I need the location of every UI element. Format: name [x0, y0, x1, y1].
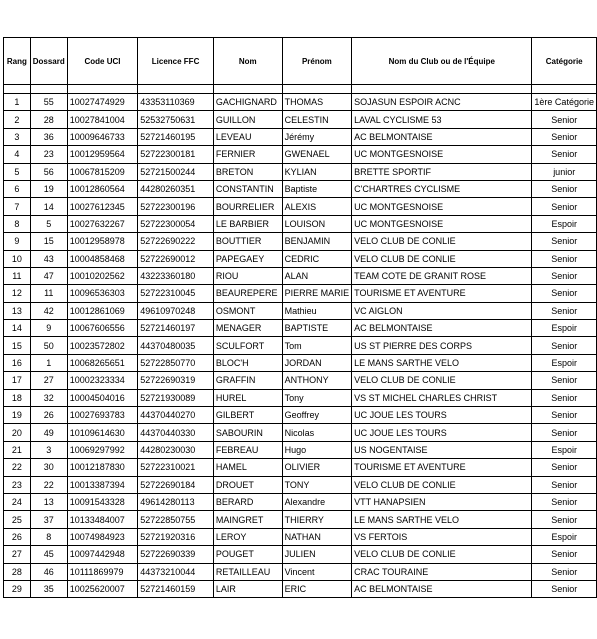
- results-table: [3, 37, 597, 598]
- spacer-row: [4, 85, 597, 94]
- header-nom: Nom: [213, 38, 282, 85]
- cell-nom: BOURRELIER: [213, 198, 282, 215]
- table-row: [4, 441, 597, 458]
- table-row: [4, 580, 597, 597]
- table-row: [4, 250, 597, 267]
- table-row: [4, 372, 597, 389]
- cell-licence-ffc: 49610970248: [138, 302, 214, 319]
- cell-licence-ffc: 52721500244: [138, 163, 214, 180]
- cell-rang: 24: [4, 493, 31, 510]
- cell-categorie: Espoir: [532, 528, 597, 545]
- cell-rang: 22: [4, 459, 31, 476]
- table-row: [4, 563, 597, 580]
- cell-prenom: Alexandre: [282, 493, 352, 510]
- table-row: [4, 546, 597, 563]
- header-code-uci: Code UCI: [67, 38, 137, 85]
- cell-licence-ffc: 52722850770: [138, 354, 214, 371]
- cell-club: UC JOUE LES TOURS: [352, 407, 532, 424]
- cell-code-uci: 10027693783: [67, 407, 137, 424]
- cell-dossard: 50: [30, 337, 67, 354]
- table-row: [4, 233, 597, 250]
- cell-dossard: 47: [30, 267, 67, 284]
- cell-code-uci: 10012958978: [67, 233, 137, 250]
- cell-rang: 8: [4, 215, 31, 232]
- cell-nom: PAPEGAEY: [213, 250, 282, 267]
- cell-club: AC BELMONTAISE: [352, 128, 532, 145]
- cell-prenom: Hugo: [282, 441, 352, 458]
- cell-rang: 29: [4, 580, 31, 597]
- cell-club: CRAC TOURAINE: [352, 563, 532, 580]
- cell-dossard: 49: [30, 424, 67, 441]
- cell-dossard: 27: [30, 372, 67, 389]
- spacer-cell: [67, 85, 137, 94]
- cell-rang: 28: [4, 563, 31, 580]
- cell-club: TOURISME ET AVENTURE: [352, 459, 532, 476]
- cell-club: TEAM COTE DE GRANIT ROSE: [352, 267, 532, 284]
- table-row: [4, 94, 597, 111]
- cell-rang: 1: [4, 94, 31, 111]
- cell-rang: 27: [4, 546, 31, 563]
- cell-rang: 6: [4, 180, 31, 197]
- cell-prenom: BENJAMIN: [282, 233, 352, 250]
- cell-categorie: junior: [532, 163, 597, 180]
- cell-prenom: PIERRE MARIE: [282, 285, 352, 302]
- header-rang: Rang: [4, 38, 31, 85]
- cell-categorie: Senior: [532, 580, 597, 597]
- table-row: [4, 511, 597, 528]
- cell-dossard: 35: [30, 580, 67, 597]
- cell-nom: SABOURIN: [213, 424, 282, 441]
- cell-dossard: 15: [30, 233, 67, 250]
- cell-club: VC AIGLON: [352, 302, 532, 319]
- cell-prenom: BAPTISTE: [282, 320, 352, 337]
- cell-categorie: Espoir: [532, 320, 597, 337]
- cell-nom: BERARD: [213, 493, 282, 510]
- cell-nom: MENAGER: [213, 320, 282, 337]
- cell-club: UC MONTGESNOISE: [352, 198, 532, 215]
- cell-nom: SCULFORT: [213, 337, 282, 354]
- table-row: [4, 493, 597, 510]
- cell-club: AC BELMONTAISE: [352, 320, 532, 337]
- cell-nom: BOUTTIER: [213, 233, 282, 250]
- cell-rang: 15: [4, 337, 31, 354]
- cell-rang: 12: [4, 285, 31, 302]
- cell-categorie: Espoir: [532, 354, 597, 371]
- cell-club: LE MANS SARTHE VELO: [352, 354, 532, 371]
- cell-licence-ffc: 44280230030: [138, 441, 214, 458]
- cell-categorie: Espoir: [532, 215, 597, 232]
- cell-prenom: Geoffrey: [282, 407, 352, 424]
- cell-code-uci: 10097442948: [67, 546, 137, 563]
- cell-licence-ffc: 52721460197: [138, 320, 214, 337]
- cell-nom: CONSTANTIN: [213, 180, 282, 197]
- cell-licence-ffc: 43223360180: [138, 267, 214, 284]
- cell-rang: 26: [4, 528, 31, 545]
- cell-club: TOURISME ET AVENTURE: [352, 285, 532, 302]
- cell-code-uci: 10012861069: [67, 302, 137, 319]
- cell-code-uci: 10096536303: [67, 285, 137, 302]
- table-row: [4, 337, 597, 354]
- cell-nom: RIOU: [213, 267, 282, 284]
- cell-categorie: Espoir: [532, 441, 597, 458]
- cell-dossard: 26: [30, 407, 67, 424]
- cell-club: VTT HANAPSIEN: [352, 493, 532, 510]
- cell-nom: MAINGRET: [213, 511, 282, 528]
- cell-code-uci: 10012959564: [67, 146, 137, 163]
- cell-rang: 7: [4, 198, 31, 215]
- cell-prenom: ERIC: [282, 580, 352, 597]
- cell-rang: 20: [4, 424, 31, 441]
- table-row: [4, 528, 597, 545]
- cell-dossard: 36: [30, 128, 67, 145]
- cell-prenom: THIERRY: [282, 511, 352, 528]
- cell-prenom: Vincent: [282, 563, 352, 580]
- cell-licence-ffc: 44280260351: [138, 180, 214, 197]
- cell-categorie: Senior: [532, 389, 597, 406]
- cell-rang: 17: [4, 372, 31, 389]
- table-row: [4, 407, 597, 424]
- cell-nom: GRAFFIN: [213, 372, 282, 389]
- cell-prenom: NATHAN: [282, 528, 352, 545]
- cell-nom: FERNIER: [213, 146, 282, 163]
- cell-prenom: LOUISON: [282, 215, 352, 232]
- cell-club: VS ST MICHEL CHARLES CHRIST: [352, 389, 532, 406]
- cell-licence-ffc: 52722850755: [138, 511, 214, 528]
- cell-licence-ffc: 52721920316: [138, 528, 214, 545]
- cell-prenom: Mathieu: [282, 302, 352, 319]
- cell-licence-ffc: 52722300196: [138, 198, 214, 215]
- cell-licence-ffc: 49614280113: [138, 493, 214, 510]
- cell-licence-ffc: 44373210044: [138, 563, 214, 580]
- cell-licence-ffc: 43353110369: [138, 94, 214, 111]
- cell-licence-ffc: 52722690184: [138, 476, 214, 493]
- cell-prenom: Baptiste: [282, 180, 352, 197]
- header-categorie: Catégorie: [532, 38, 597, 85]
- cell-nom: LE BARBIER: [213, 215, 282, 232]
- cell-rang: 16: [4, 354, 31, 371]
- cell-prenom: TONY: [282, 476, 352, 493]
- cell-licence-ffc: 52721460159: [138, 580, 214, 597]
- cell-categorie: Senior: [532, 128, 597, 145]
- cell-categorie: Senior: [532, 563, 597, 580]
- table-row: [4, 146, 597, 163]
- table-row: [4, 302, 597, 319]
- cell-licence-ffc: 52722690339: [138, 546, 214, 563]
- cell-prenom: GWENAEL: [282, 146, 352, 163]
- cell-nom: FEBREAU: [213, 441, 282, 458]
- cell-nom: GILBERT: [213, 407, 282, 424]
- spacer-cell: [352, 85, 532, 94]
- cell-rang: 10: [4, 250, 31, 267]
- cell-categorie: Senior: [532, 111, 597, 128]
- cell-club: VELO CLUB DE CONLIE: [352, 250, 532, 267]
- cell-prenom: THOMAS: [282, 94, 352, 111]
- cell-rang: 25: [4, 511, 31, 528]
- cell-prenom: CELESTIN: [282, 111, 352, 128]
- cell-code-uci: 10074984923: [67, 528, 137, 545]
- cell-dossard: 5: [30, 215, 67, 232]
- cell-prenom: Tom: [282, 337, 352, 354]
- cell-licence-ffc: 52722300054: [138, 215, 214, 232]
- cell-club: UC MONTGESNOISE: [352, 146, 532, 163]
- cell-dossard: 43: [30, 250, 67, 267]
- header-licence-ffc: Licence FFC: [138, 38, 214, 85]
- cell-club: UC JOUE LES TOURS: [352, 424, 532, 441]
- cell-licence-ffc: 52722310021: [138, 459, 214, 476]
- table-row: [4, 128, 597, 145]
- cell-licence-ffc: 52532750631: [138, 111, 214, 128]
- spacer-cell: [532, 85, 597, 94]
- cell-code-uci: 10012187830: [67, 459, 137, 476]
- cell-licence-ffc: 52721930089: [138, 389, 214, 406]
- table-row: [4, 320, 597, 337]
- cell-rang: 3: [4, 128, 31, 145]
- cell-club: US NOGENTAISE: [352, 441, 532, 458]
- cell-club: VELO CLUB DE CONLIE: [352, 372, 532, 389]
- cell-code-uci: 10004858468: [67, 250, 137, 267]
- cell-nom: GUILLON: [213, 111, 282, 128]
- cell-code-uci: 10027632267: [67, 215, 137, 232]
- cell-dossard: 45: [30, 546, 67, 563]
- cell-licence-ffc: 44370480035: [138, 337, 214, 354]
- cell-nom: RETAILLEAU: [213, 563, 282, 580]
- cell-rang: 4: [4, 146, 31, 163]
- cell-licence-ffc: 52722300181: [138, 146, 214, 163]
- cell-licence-ffc: 52722310045: [138, 285, 214, 302]
- table-row: [4, 354, 597, 371]
- cell-dossard: 28: [30, 111, 67, 128]
- cell-prenom: Tony: [282, 389, 352, 406]
- cell-categorie: Senior: [532, 337, 597, 354]
- table-row: [4, 198, 597, 215]
- cell-nom: LAIR: [213, 580, 282, 597]
- table-row: [4, 111, 597, 128]
- cell-nom: HUREL: [213, 389, 282, 406]
- cell-code-uci: 10010202562: [67, 267, 137, 284]
- cell-dossard: 22: [30, 476, 67, 493]
- cell-categorie: Senior: [532, 146, 597, 163]
- header-row: [4, 38, 597, 85]
- cell-categorie: Senior: [532, 493, 597, 510]
- table-row: [4, 389, 597, 406]
- cell-code-uci: 10004504016: [67, 389, 137, 406]
- cell-rang: 18: [4, 389, 31, 406]
- cell-rang: 23: [4, 476, 31, 493]
- cell-prenom: JULIEN: [282, 546, 352, 563]
- cell-prenom: Nicolas: [282, 424, 352, 441]
- table-row: [4, 285, 597, 302]
- cell-dossard: 14: [30, 198, 67, 215]
- cell-nom: BRETON: [213, 163, 282, 180]
- cell-prenom: KYLIAN: [282, 163, 352, 180]
- table-row: [4, 424, 597, 441]
- cell-club: VELO CLUB DE CONLIE: [352, 476, 532, 493]
- cell-dossard: 37: [30, 511, 67, 528]
- cell-club: UC MONTGESNOISE: [352, 215, 532, 232]
- cell-rang: 11: [4, 267, 31, 284]
- cell-rang: 19: [4, 407, 31, 424]
- cell-code-uci: 10013387394: [67, 476, 137, 493]
- cell-categorie: Senior: [532, 250, 597, 267]
- spacer-cell: [282, 85, 352, 94]
- cell-code-uci: 10109614630: [67, 424, 137, 441]
- cell-rang: 9: [4, 233, 31, 250]
- cell-dossard: 42: [30, 302, 67, 319]
- spacer-cell: [4, 85, 31, 94]
- cell-prenom: JORDAN: [282, 354, 352, 371]
- cell-club: AC BELMONTAISE: [352, 580, 532, 597]
- cell-categorie: Senior: [532, 302, 597, 319]
- table-row: [4, 163, 597, 180]
- cell-code-uci: 10025620007: [67, 580, 137, 597]
- cell-club: SOJASUN ESPOIR ACNC: [352, 94, 532, 111]
- cell-rang: 13: [4, 302, 31, 319]
- cell-dossard: 8: [30, 528, 67, 545]
- spacer-cell: [138, 85, 214, 94]
- cell-rang: 14: [4, 320, 31, 337]
- cell-categorie: Senior: [532, 407, 597, 424]
- cell-code-uci: 10012860564: [67, 180, 137, 197]
- cell-code-uci: 10067815209: [67, 163, 137, 180]
- cell-categorie: Senior: [532, 233, 597, 250]
- cell-club: US ST PIERRE DES CORPS: [352, 337, 532, 354]
- cell-dossard: 3: [30, 441, 67, 458]
- cell-rang: 21: [4, 441, 31, 458]
- cell-nom: GACHIGNARD: [213, 94, 282, 111]
- cell-code-uci: 10002323334: [67, 372, 137, 389]
- cell-categorie: Senior: [532, 424, 597, 441]
- spacer-cell: [213, 85, 282, 94]
- table-row: [4, 267, 597, 284]
- cell-prenom: OLIVIER: [282, 459, 352, 476]
- cell-licence-ffc: 52722690012: [138, 250, 214, 267]
- cell-dossard: 30: [30, 459, 67, 476]
- cell-prenom: ANTHONY: [282, 372, 352, 389]
- cell-code-uci: 10023572802: [67, 337, 137, 354]
- cell-nom: POUGET: [213, 546, 282, 563]
- cell-club: LAVAL CYCLISME 53: [352, 111, 532, 128]
- spacer-cell: [30, 85, 67, 94]
- cell-dossard: 32: [30, 389, 67, 406]
- header-prenom: Prénom: [282, 38, 352, 85]
- cell-prenom: ALEXIS: [282, 198, 352, 215]
- cell-nom: HAMEL: [213, 459, 282, 476]
- cell-code-uci: 10027474929: [67, 94, 137, 111]
- cell-nom: LEROY: [213, 528, 282, 545]
- cell-dossard: 55: [30, 94, 67, 111]
- cell-licence-ffc: 44370440270: [138, 407, 214, 424]
- cell-code-uci: 10133484007: [67, 511, 137, 528]
- cell-licence-ffc: 44370440330: [138, 424, 214, 441]
- cell-code-uci: 10111869979: [67, 563, 137, 580]
- cell-club: C'CHARTRES CYCLISME: [352, 180, 532, 197]
- table-row: [4, 215, 597, 232]
- cell-club: VS FERTOIS: [352, 528, 532, 545]
- cell-club: VELO CLUB DE CONLIE: [352, 546, 532, 563]
- cell-categorie: Senior: [532, 459, 597, 476]
- cell-dossard: 9: [30, 320, 67, 337]
- table-row: [4, 476, 597, 493]
- cell-licence-ffc: 52722690319: [138, 372, 214, 389]
- cell-code-uci: 10009646733: [67, 128, 137, 145]
- cell-categorie: Senior: [532, 372, 597, 389]
- cell-code-uci: 10027612345: [67, 198, 137, 215]
- cell-nom: LEVEAU: [213, 128, 282, 145]
- cell-dossard: 23: [30, 146, 67, 163]
- cell-rang: 2: [4, 111, 31, 128]
- cell-dossard: 13: [30, 493, 67, 510]
- cell-dossard: 46: [30, 563, 67, 580]
- cell-code-uci: 10091543328: [67, 493, 137, 510]
- cell-rang: 5: [4, 163, 31, 180]
- cell-code-uci: 10069297992: [67, 441, 137, 458]
- cell-nom: OSMONT: [213, 302, 282, 319]
- header-club: Nom du Club ou de l'Équipe: [352, 38, 532, 85]
- cell-categorie: 1ère Catégorie: [532, 94, 597, 111]
- cell-club: VELO CLUB DE CONLIE: [352, 233, 532, 250]
- cell-dossard: 1: [30, 354, 67, 371]
- cell-code-uci: 10068265651: [67, 354, 137, 371]
- cell-categorie: Senior: [532, 198, 597, 215]
- cell-prenom: Jérémy: [282, 128, 352, 145]
- table-row: [4, 459, 597, 476]
- cell-categorie: Senior: [532, 476, 597, 493]
- cell-prenom: ALAN: [282, 267, 352, 284]
- cell-dossard: 19: [30, 180, 67, 197]
- cell-code-uci: 10027841004: [67, 111, 137, 128]
- cell-categorie: Senior: [532, 511, 597, 528]
- cell-nom: BLOC'H: [213, 354, 282, 371]
- cell-code-uci: 10067606556: [67, 320, 137, 337]
- cell-nom: BEAUREPERE: [213, 285, 282, 302]
- cell-club: BRETTE SPORTIF: [352, 163, 532, 180]
- cell-categorie: Senior: [532, 285, 597, 302]
- cell-licence-ffc: 52722690222: [138, 233, 214, 250]
- cell-prenom: CEDRIC: [282, 250, 352, 267]
- cell-club: LE MANS SARTHE VELO: [352, 511, 532, 528]
- cell-categorie: Senior: [532, 267, 597, 284]
- cell-nom: DROUET: [213, 476, 282, 493]
- cell-dossard: 56: [30, 163, 67, 180]
- cell-licence-ffc: 52721460195: [138, 128, 214, 145]
- cell-categorie: Senior: [532, 546, 597, 563]
- header-dossard: Dossard: [30, 38, 67, 85]
- cell-categorie: Senior: [532, 180, 597, 197]
- cell-dossard: 11: [30, 285, 67, 302]
- table-row: [4, 180, 597, 197]
